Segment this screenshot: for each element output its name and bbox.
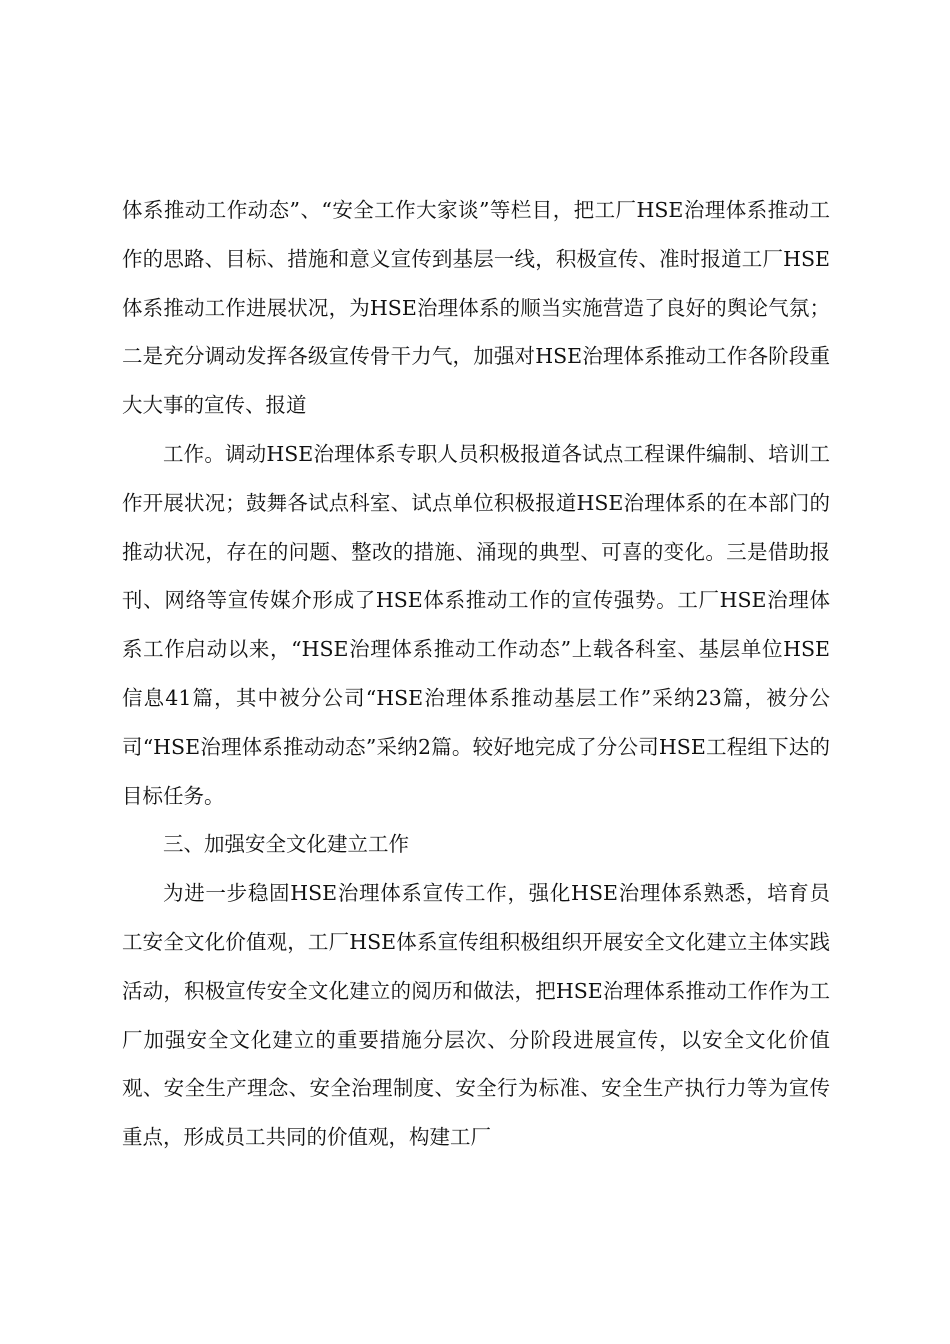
paragraph-continued: 体系推动工作动态”、“安全工作大家谈”等栏目，把工厂HSE治理体系推动工作的思路、目标、措施和意义宣传到基层一线，积极宣传、准时报道工厂HSE体系推动工作进展状况，为HSE治理体系的顺当实施营造了良好的舆论气氛；二是充分调动发挥各级宣传骨干力气，加强对HSE治理体系推动工作各阶段重大大事的宣传、报道 (122, 198, 830, 418)
document-body (122, 186, 830, 1162)
paragraph-safety-culture: 为进一步稳固HSE治理体系宣传工作，强化HSE治理体系熟悉，培育员工安全文化价值观，工厂HSE体系宣传组积极组织开展安全文化建立主体实践活动，积极宣传安全文化建立的阅历和做法，把HSE治理体系推动工作作为工厂加强安全文化建立的重要措施分层次、分阶段进展宣传，以安全文化价值观、安全生产理念、安全治理制度、安全行为标准、安全生产执行力等为宣传重点，形成员工共同的价值观，构建工厂 (122, 881, 830, 1150)
paragraph-work-reporting: 工作。调动HSE治理体系专职人员积极报道各试点工程课件编制、培训工作开展状况；鼓舞各试点科室、试点单位积极报道HSE治理体系的在本部门的推动状况，存在的问题、整改的措施、涌现的典型、可喜的变化。三是借助报刊、网络等宣传媒介形成了HSE体系推动工作的宣传强势。工厂HSE治理体系工作启动以来，“HSE治理体系推动工作动态”上载各科室、基层单位HSE信息41篇，其中被分公司“HSE治理体系推动基层工作”采纳23篇，被分公司“HSE治理体系推动动态”采纳2篇。较好地完成了分公司HSE工程组下达的目标任务。 (122, 441, 830, 808)
section-heading-safety-culture: 三、加强安全文化建立工作 (163, 832, 409, 857)
